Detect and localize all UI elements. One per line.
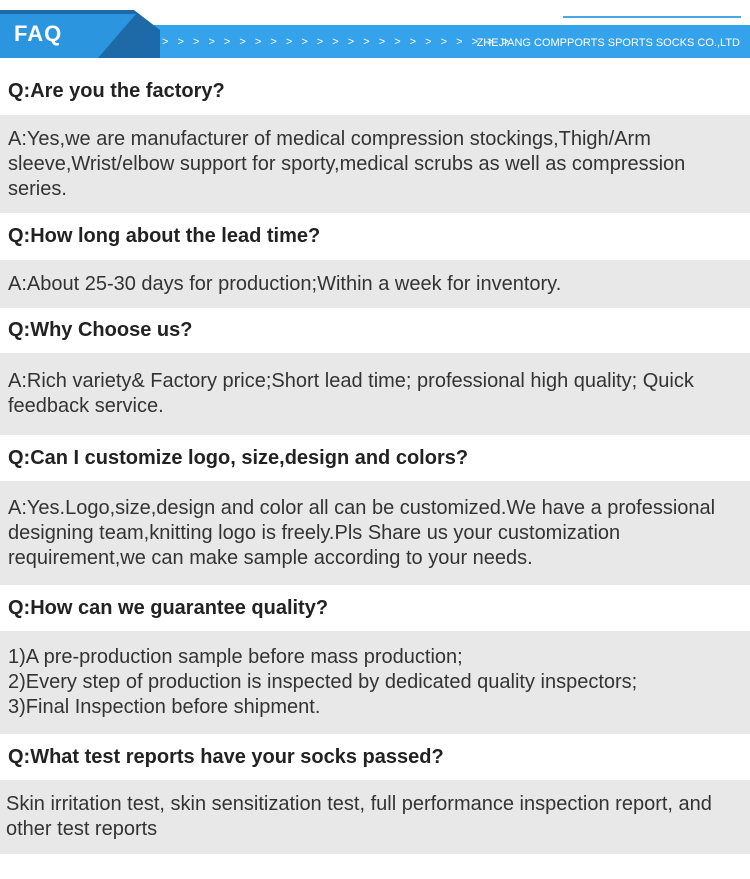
faq-answer [0, 780, 750, 854]
faq-question: Q:What test reports have your socks passed? [0, 734, 750, 780]
faq-question: Q:Are you the factory? [0, 68, 750, 115]
arrow-decoration: > > > > > > > > > > > > > > > > > > > > > > > [162, 36, 512, 48]
faq-answer [0, 481, 750, 585]
faq-answer [0, 631, 750, 734]
faq-question: Q:Can I customize logo, size,design and colors? [0, 435, 750, 481]
faq-answer [0, 115, 750, 213]
faq-answer-text: A:About 25-30 days for production;Within a week for inventory. [8, 272, 562, 295]
faq-answer-text: Skin irritation test, skin sensitization test, full performance inspection report, and other test reports [6, 793, 712, 840]
company-name: ZHEJIANG COMPPORTS SPORTS SOCKS CO.,LTD [476, 37, 740, 49]
faq-answer [0, 260, 750, 308]
faq-list [0, 68, 750, 854]
faq-question: Q:How long about the lead time? [0, 213, 750, 260]
faq-answer-text: 1)A pre-production sample before mass production; 2)Every step of production is inspected by dedicated quality inspectors; 3)Final Inspection before shipment. [8, 646, 638, 718]
faq-answer-text: A:Yes,we are manufacturer of medical compression stockings,Thigh/Arm sleeve,Wrist/elbow support for sporty,medical scrubs as well as compression series. [8, 127, 686, 200]
faq-header [0, 0, 750, 68]
faq-answer-text: A:Rich variety& Factory price;Short lead time; professional high quality; Quick feedback service. [8, 370, 694, 417]
faq-question: Q:Why Choose us? [0, 308, 750, 353]
faq-answer [0, 353, 750, 435]
faq-question: Q:How can we guarantee quality? [0, 585, 750, 631]
page-title: FAQ [14, 21, 63, 46]
faq-answer-text: A:Yes.Logo,size,design and color all can be customized.We have a professional designing team,knitting logo is freely.Pls Share us your customization requirement,we can make sample according to your needs. [8, 496, 716, 569]
decorative-line [563, 16, 741, 18]
